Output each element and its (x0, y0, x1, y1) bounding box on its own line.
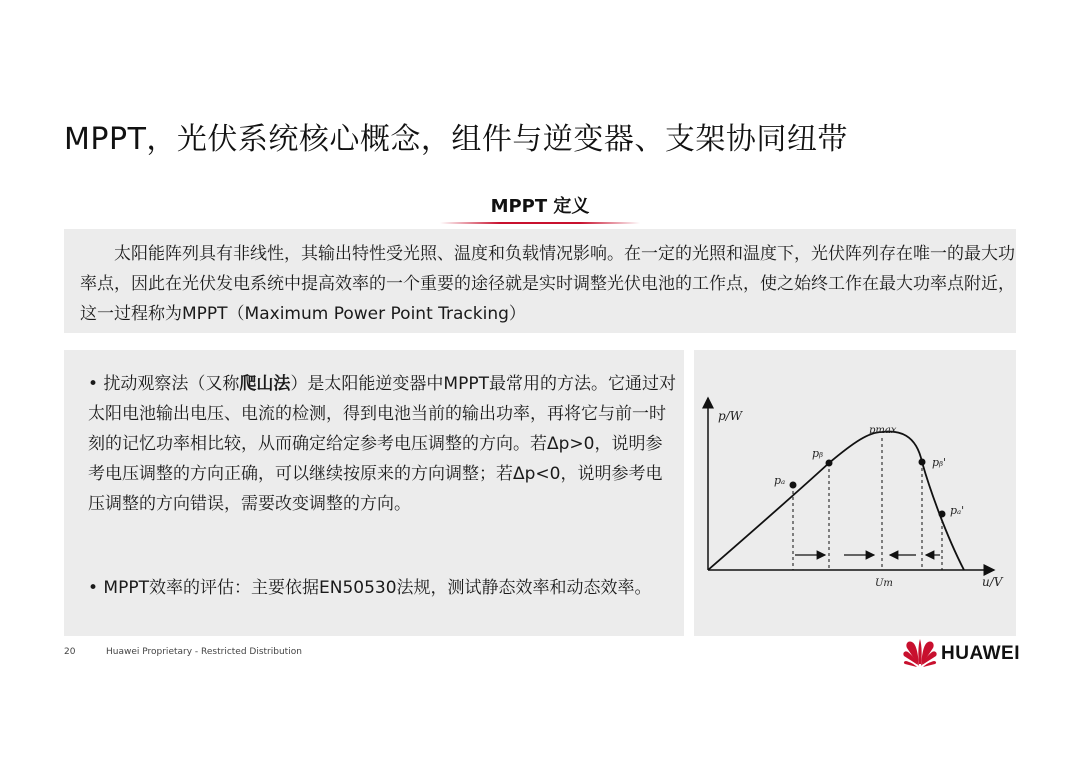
heading-underline (440, 222, 640, 224)
point-pb (826, 460, 833, 467)
slide-title: MPPT，光伏系统核心概念，组件与逆变器、支架协同纽带 (64, 122, 848, 157)
label-um: Um (875, 578, 893, 589)
page-number: 20 (64, 647, 76, 657)
point-pa-prime (939, 511, 946, 518)
brand-wordmark: HUAWEI (941, 643, 1020, 664)
point-pa (790, 482, 797, 489)
bullet-efficiency: • MPPT效率的评估：主要依据EN50530法规，测试静态效率和动态效率。 (88, 578, 652, 598)
pv-curve (708, 432, 964, 570)
y-axis-label: p/W (718, 409, 743, 423)
x-axis-label: u/V (982, 575, 1003, 589)
bullet1-suffix: ）是太阳能逆变器中MPPT最常用的方法。它通过对太阳电池输出电压、电流的检测，得到电池当前的输出功率，再将它与前一时刻的记忆功率相比较，从而确定给定参考电压调整的方向。若Δp>0，说明参考电压调整的方向正确，可以继续按原来的方向调整；若Δp<0，说明参考电压调整的方向错误，需要改变调整的方向。 (88, 374, 676, 514)
section-heading: MPPT 定义 (490, 196, 590, 217)
definition-text: 太阳能阵列具有非线性，其输出特性受光照、温度和负载情况影响。在一定的光照和温度下，光伏阵列存在唯一的最大功率点，因此在光伏发电系统中提高效率的一个重要的途径就是实时调整光伏电池的工作点，使之始终工作在最大功率点附近，这一过程称为MPPT（Maximum Power Point Tracking） (80, 244, 1015, 324)
label-pb-prime: pᵦ' (932, 456, 947, 469)
footer-notice: Huawei Proprietary - Restricted Distribution (106, 647, 302, 657)
bullet1-prefix: • 扰动观察法（又称 (88, 374, 240, 394)
label-pa-prime: pₐ' (950, 504, 965, 517)
label-pb: pᵦ (812, 447, 824, 460)
label-pa: pₐ (774, 474, 786, 487)
label-pmax: pmax (869, 425, 897, 436)
huawei-logo-icon (903, 638, 937, 668)
bullet-perturb-observe (88, 369, 678, 519)
pv-curve-diagram (694, 350, 1016, 636)
bullet1-highlight: 爬山法 (239, 374, 291, 394)
point-pb-prime (919, 459, 926, 466)
